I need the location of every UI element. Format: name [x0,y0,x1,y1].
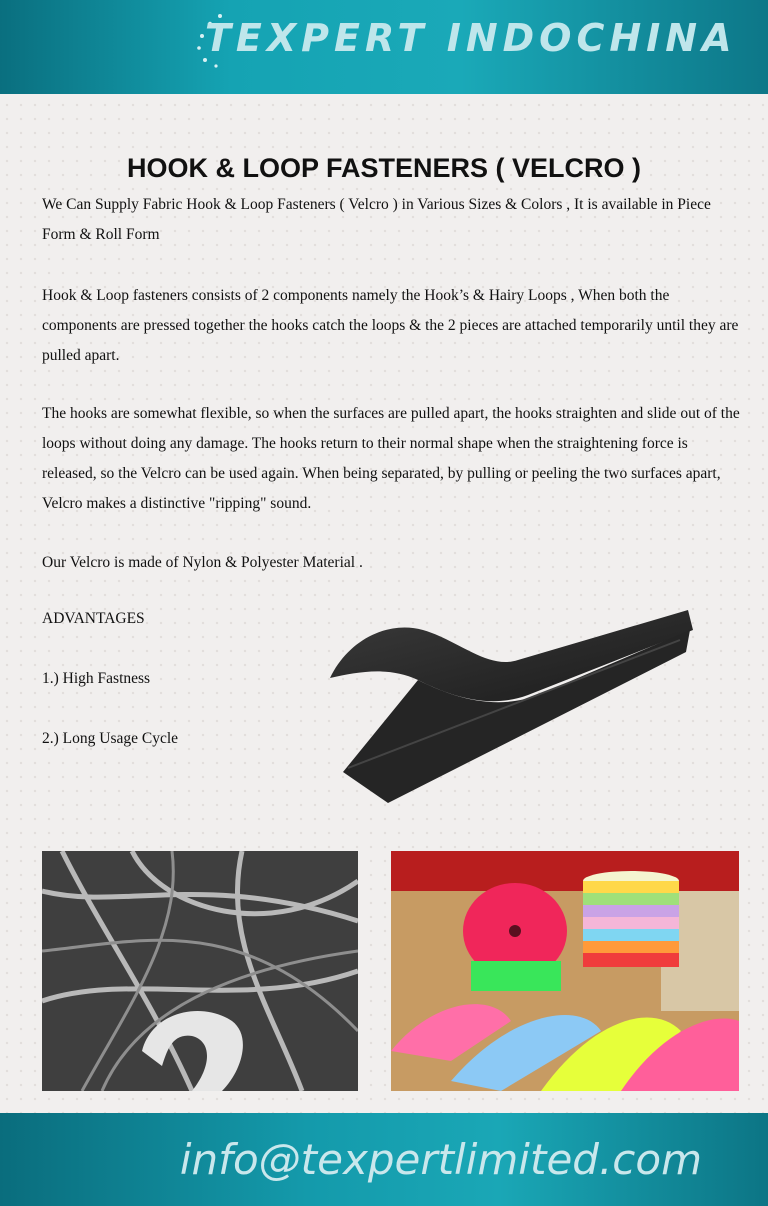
velcro-strap-image [328,600,700,805]
advantage-item: 2.) Long Usage Cycle [42,730,179,747]
page-title: HOOK & LOOP FASTENERS ( VELCRO ) [126,153,642,184]
intro-paragraph: We Can Supply Fabric Hook & Loop Fasteners ( Velcro ) in Various Sizes & Colors , It is available in Piece Form & Roll Form [42,196,711,243]
mechanism-paragraph: The hooks are somewhat flexible, so when the surfaces are pulled apart, the hooks straighten and slide out of the loops without doing any damage. The hooks return to their normal shape when the straightening force is released, so the Velcro can be used again. When being separated, by pulling or peeling the two surfaces apart, Velcro makes a distinctive "ripping" sound. [42,405,740,512]
contact-email[interactable]: info@texpertlimited.com [179,1135,702,1184]
components-paragraph: Hook & Loop fasteners consists of 2 components namely the Hook’s & Hairy Loops , When both the components are pressed together the hooks catch the loops & the 2 pieces are attached temporarily until they are pulled apart. [42,287,739,364]
advantage-item: 1.) High Fastness [42,670,151,687]
fiber-microscope-image [42,851,358,1091]
brand-logo: TEXPERT INDOCHINA [205,16,737,60]
colored-velcro-rolls-image [391,851,739,1091]
material-paragraph: Our Velcro is made of Nylon & Polyester Material . [42,554,363,571]
advantages-heading: ADVANTAGES [42,610,145,627]
